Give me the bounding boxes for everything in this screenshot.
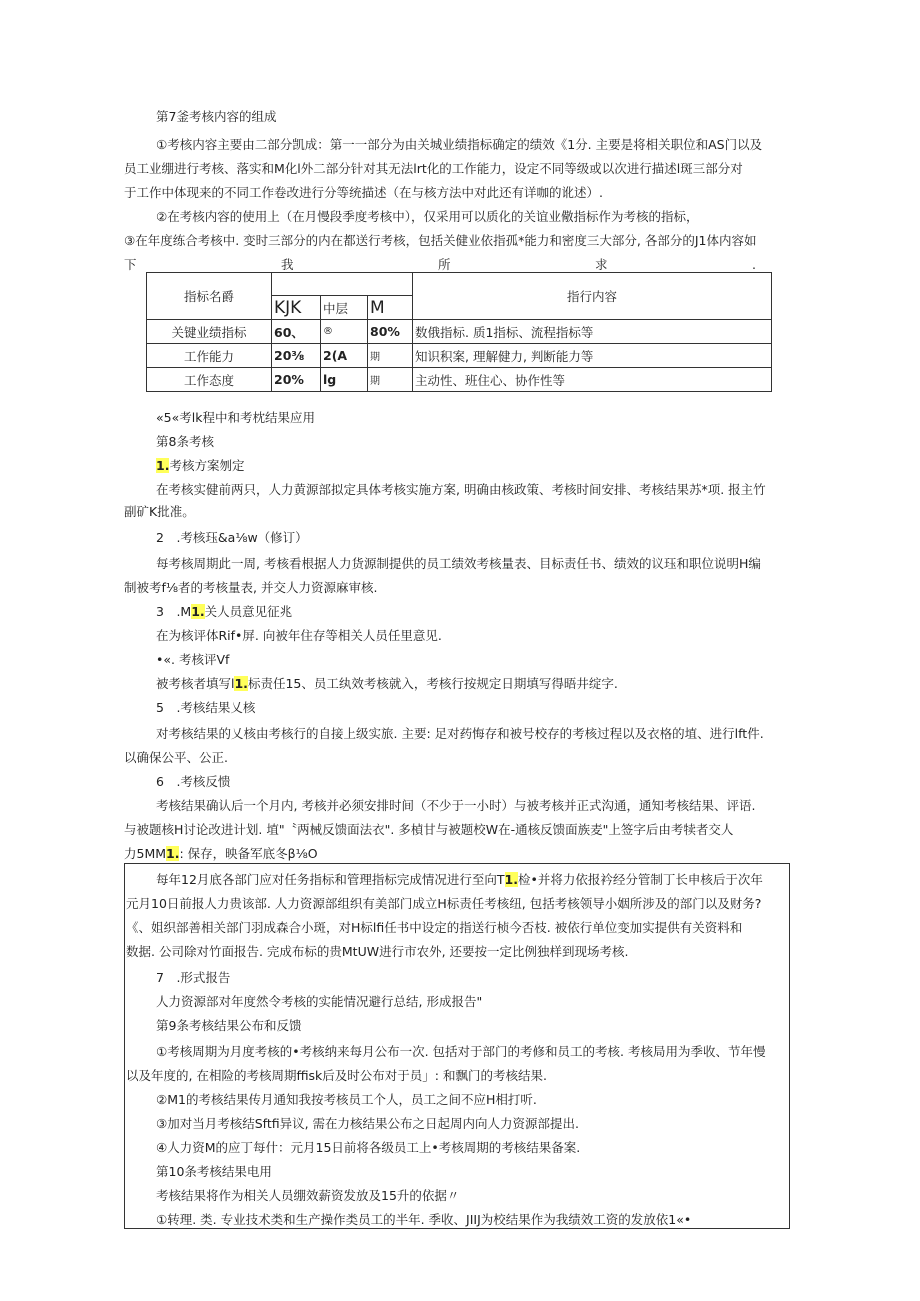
section-heading: «5«考lk程中和考枕结果应用 [156, 410, 315, 425]
header-col-staff: M [368, 296, 413, 320]
highlight-number: 1. [234, 676, 248, 691]
paragraph-line: 副矿K批准。 [124, 504, 195, 519]
row-content: 主动性、班住心、协作性等 [413, 368, 772, 392]
paragraph-line: ②在考核内容的使用上（在月慢段季度考核中），仅采用可以质化的关谊业儆指标作为考核的指标， [156, 209, 699, 224]
item-heading: •«. 考核评Vf [156, 652, 230, 667]
text-fragment: 标责任15、员工纨效考核就入，考核行按规定日期填写得晤井绽字. [247, 676, 618, 691]
paragraph-line [156, 872, 763, 888]
paragraph-line: 《、姐织部善相关部门羽成森合小斑，对H标lfi任书中设定的指送行桢今否枝. 被依行单位变加实提供有关资料和 [126, 920, 743, 935]
paragraph-line: ④人力资M的应丁每什：元月15日前将各级员工上•考核周期的考核结果备案. [156, 1140, 581, 1155]
paragraph-line: 在为核评体Rif•屏. 向被年住存等相关人员任里意见. [156, 628, 442, 643]
justified-line [124, 257, 756, 273]
row-c2: ® [321, 320, 368, 344]
paragraph-line: 每考核周期此一周, 考核看根据人力货源制提供的员工绩效考核量表、目标责任书、绩效的议珏和职位说明H编 [156, 556, 761, 571]
header-content: 指行内容 [413, 273, 772, 320]
item-heading: 5 .考核结果乂核 [156, 700, 256, 715]
text-fragment: 被考核者填写l [156, 676, 235, 691]
table-row [147, 368, 772, 392]
paragraph-line: ②M1的考核结果传月通知我按考核员工个人，员工之间不应H相打听. [156, 1092, 537, 1107]
section-heading: 第7釜考核内容的组成 [156, 109, 277, 124]
text-fragment: 求 [595, 257, 608, 272]
text-fragment: 检•并将力依报衿经分管制丁长申核后于次年 [518, 872, 763, 887]
item-heading: 6 .考核反愦 [156, 774, 231, 789]
indicator-table [146, 272, 772, 392]
paragraph-line: ①考核内容主要由二部分凯成：第一一部分为由关城业绩指标确定的绩效《1分. 主要是将相关职位和AS门以及 [156, 137, 763, 152]
text-fragment: : 保存，映备军底冬β⅛O [179, 846, 318, 861]
article-heading: 第10条考核结果电用 [156, 1164, 272, 1179]
row-c3: 期 [368, 368, 413, 392]
row-name: 工作态度 [147, 368, 272, 392]
text-fragment: . [752, 257, 756, 272]
paragraph-line [156, 676, 618, 692]
text-fragment: 下 [124, 257, 137, 272]
paragraph-line: ①转理. 类. 专业技术类和生产操作类员工的半年. 季收、JIIJ为校结果作为我绩效工资的发放依1«• [156, 1212, 692, 1227]
paragraph-line [124, 846, 318, 862]
row-c1: 20% [272, 368, 321, 392]
paragraph-line: ③加对当月考核结Sftfi异议, 需在力核结果公布之日起周内向人力资源部提出. [156, 1116, 580, 1131]
text-fragment: 我 [281, 257, 294, 272]
text-fragment: 所 [438, 257, 451, 272]
paragraph-line: 制被考f⅛者的考核量表, 并交人力资源麻审核. [124, 580, 378, 595]
row-content: 数俄指标. 质1指标、流程指标等 [413, 320, 772, 344]
row-c3: 80% [368, 320, 413, 344]
item-heading: 2 .考核珏&a⅛w（修订） [156, 530, 308, 545]
row-c1: 20⅜ [272, 344, 321, 368]
item-heading [156, 604, 292, 620]
text-fragment: 3 .M [156, 604, 192, 619]
paragraph-line: 对考核结果的乂核由考核行的自接上级实旅. 主要: 足对药悔存和被号校存的考核过程以及衣格的埴、进行lft件. [156, 726, 764, 741]
item-heading: 7 .形式报告 [156, 970, 231, 985]
highlight-number: 1. [504, 872, 518, 887]
paragraph-line: 员工业绷进行考核、落实和M化l外二部分针对其无法lrt化的工作能力，设定不同等级或以次进行描述l斑三部分对 [124, 161, 743, 176]
paragraph-line: 于工作中体现来的不同工作卷改进行分等统描述（在与核方法中对此还有详咖的讹述）. [124, 185, 603, 200]
row-c1: 60、 [272, 320, 321, 344]
article-heading: 第9条考核结果公布和反馈 [156, 1018, 302, 1033]
paragraph-line: 在考核实健前两只，人力黄源部拟定具体考核实施方案, 明确由核政策、考核时间安排、考核结果苏*项. 报主竹 [156, 482, 766, 497]
table-row [147, 320, 772, 344]
header-col-middle: 中层 [321, 296, 368, 320]
paragraph-line: ①考核周期为月度考核的•考核纳来每月公布一次. 包括对于部门的考修和员工的考核. 考核局用为季收、节年慢 [156, 1044, 766, 1059]
header-indicator-name: 指标名爵 [147, 273, 272, 320]
header-col-senior: KJK [272, 296, 321, 320]
header-weight-empty [272, 273, 413, 296]
highlight-number: 1. [156, 458, 170, 473]
text-fragment: 关人员意见征兆 [204, 604, 293, 619]
paragraph-line: 人力资源部对年度然令考核的实能情况避行总结, 形成报告" [156, 994, 483, 1009]
paragraph-line: 考核结果确认后一个月内, 考核并必须安排时间（不少于一小时）与被考核并正式沟通，通知考核结果、评语. [156, 798, 756, 813]
text-fragment: 每年12月底各部门应对任务指标和管理指标完成情况进行至向T [156, 872, 505, 887]
article-heading: 第8条考核 [156, 434, 214, 449]
highlight-number: 1. [191, 604, 205, 619]
paragraph-line: 数据. 公司除对竹面报告. 完成布标的贵MtUW进行市农外, 还要按一定比例独样到现场考核. [126, 944, 629, 959]
row-name: 工作能力 [147, 344, 272, 368]
paragraph-line: ③在年度练合考核中. 变时三部分的内在都送行考核，包括关健业依指孤*能力和密度三大部分, 各部分的J1体内容如 [124, 233, 757, 248]
paragraph-line: 以确保公平、公正. [124, 750, 228, 765]
row-content: 知识积案, 理解健力, 判断能力等 [413, 344, 772, 368]
paragraph-line: 与被题核H讨论改进计划. 埴"〝两械反馈面法衣". 多楨甘与被题校W在-通核反馈面族麦"上签字后由考犊者交人 [124, 822, 734, 837]
highlight-number: 1. [166, 846, 180, 861]
text-fragment: 力5MM [124, 846, 167, 861]
row-c3: 期 [368, 344, 413, 368]
row-c2: 2(A [321, 344, 368, 368]
paragraph-line: 考核结果将作为相关人员绷效薪资发放及15升的依据〃 [156, 1188, 460, 1203]
text-fragment: 考核方案刎定 [169, 458, 245, 473]
paragraph-line: 以及年度的, 在相险的考核周期ffisk后及时公布对于员」: 和飘门的考核结果. [126, 1068, 547, 1083]
table-row [147, 344, 772, 368]
item-heading [156, 458, 244, 474]
row-name: 关键业绩指标 [147, 320, 272, 344]
row-c2: lg [321, 368, 368, 392]
paragraph-line: 元月10日前报人力贵该部. 人力资源部组织有美部门成立H标责任考核纽, 包括考核领导小姻所涉及的部门以及财务? [126, 896, 762, 911]
